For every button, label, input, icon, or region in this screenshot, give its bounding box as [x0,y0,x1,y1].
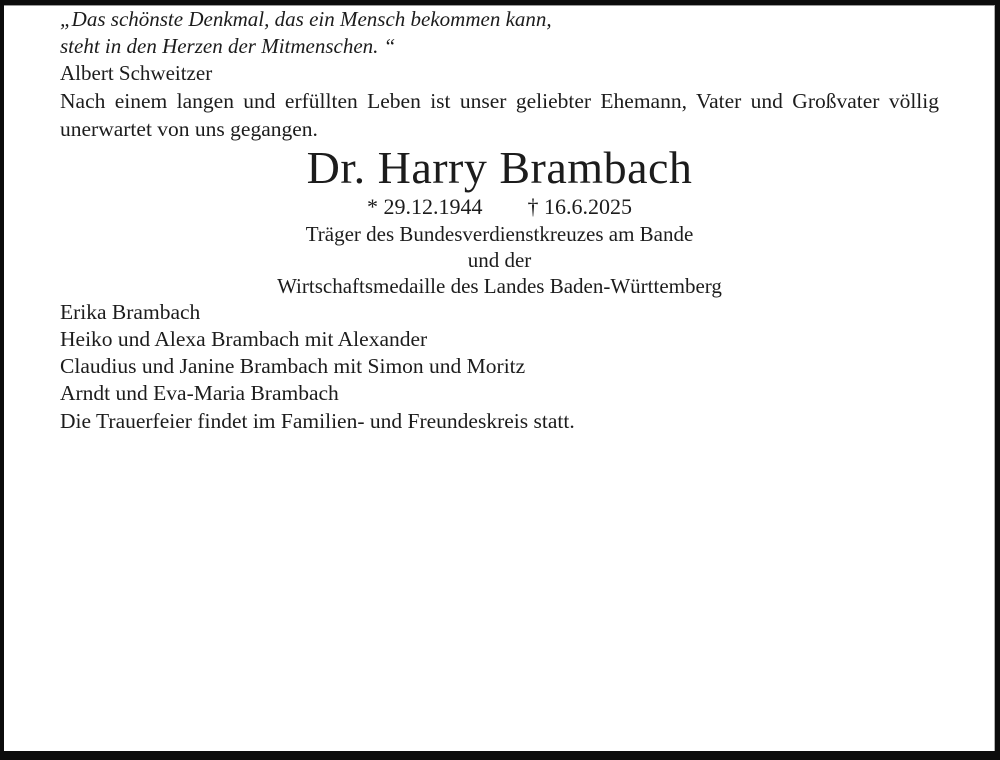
mourner-line: Claudius und Janine Brambach mit Simon und Moritz [60,354,526,378]
intro-line: unerwartet von uns gegangen. [60,117,318,141]
mourner-line: Erika Brambach [60,300,201,324]
life-dates [60,193,939,221]
quote-attribution: Albert Schweitzer [60,61,213,85]
intro-line: Nach einem langen und erfüllten Leben ist unser geliebter Ehemann, Vater und Großvater völlig [60,89,939,113]
intro-paragraph [60,87,939,143]
quote-line: „Das schönste Denkmal, das ein Mensch bekommen kann, [60,7,552,31]
funeral-notice: Die Trauerfeier findet im Familien- und Freundeskreis statt. [60,409,575,433]
deceased-name: Dr. Harry Brambach [306,142,693,193]
honor-line: Träger des Bundesverdienstkreuzes am Bande [305,222,694,246]
honor-line: und der [467,248,532,272]
memorial-quote [60,6,939,87]
death-date: † 16.6.2025 [527,194,632,219]
obituary-page [4,5,995,751]
mourner-line: Arndt und Eva-Maria Brambach [60,381,339,405]
honors-section [60,221,939,299]
mourners-list [60,299,939,407]
quote-line: steht in den Herzen der Mitmenschen. “ [60,34,396,58]
honor-line: Wirtschaftsmedaille des Landes Baden-Württemberg [277,274,722,298]
birth-date: * 29.12.1944 [367,194,483,219]
mourner-line: Heiko und Alexa Brambach mit Alexander [60,327,428,351]
